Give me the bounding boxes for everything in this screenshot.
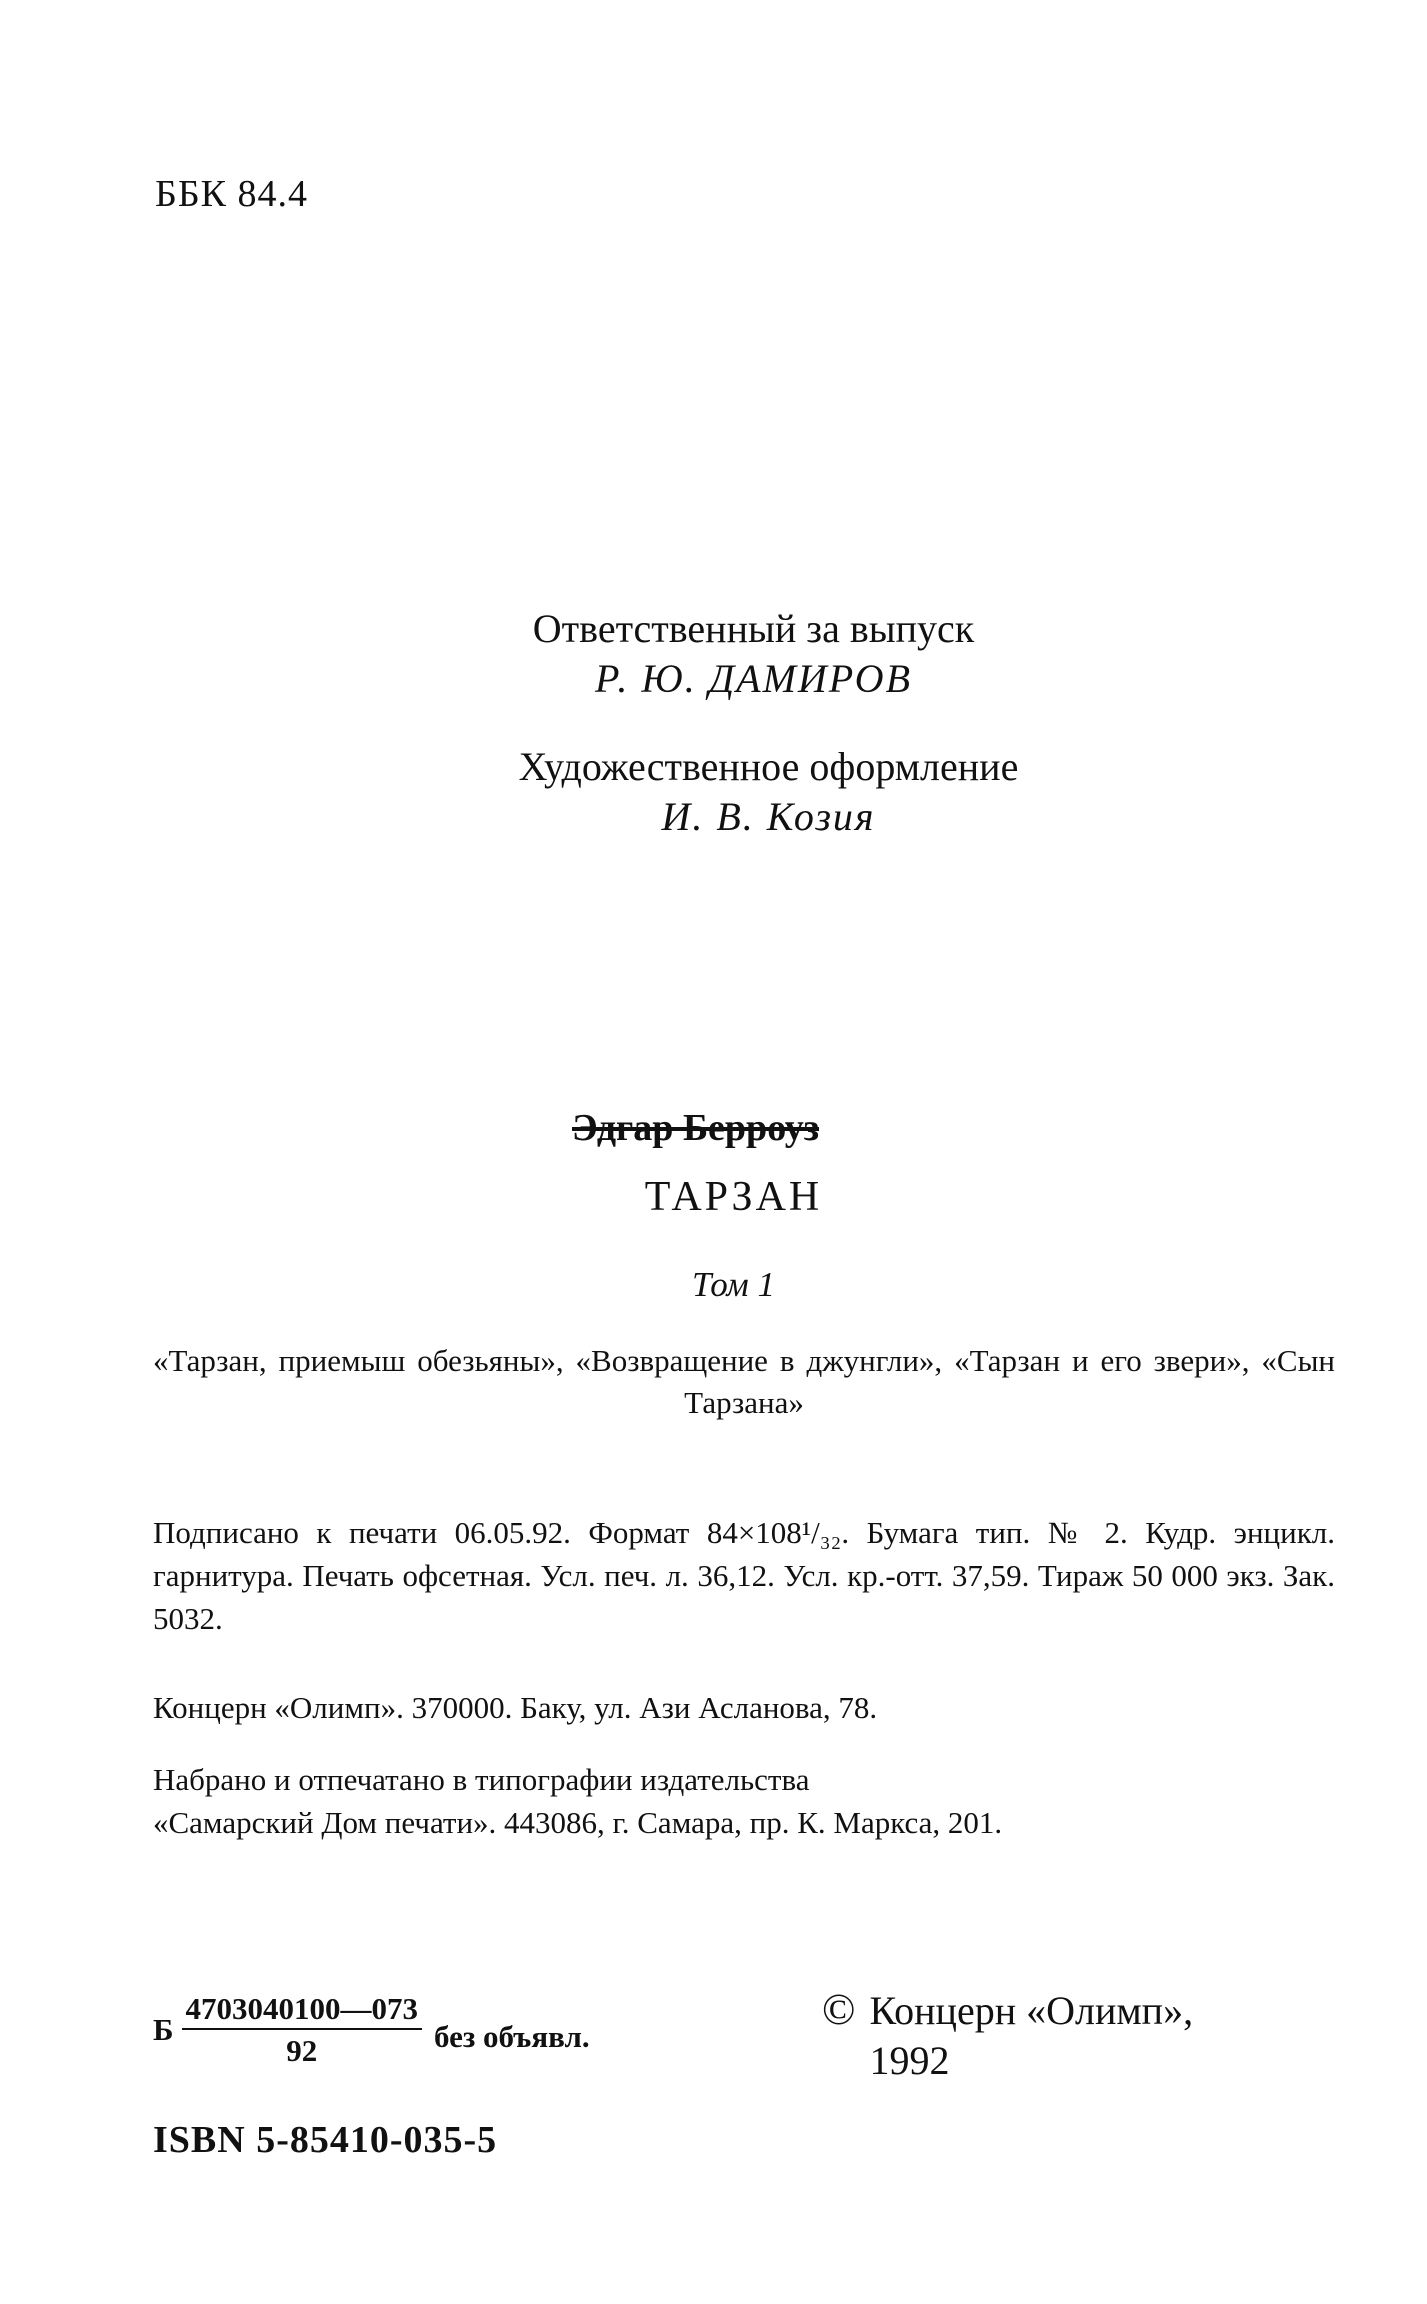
design-label: Художественное оформление	[518, 744, 1019, 789]
catalog-numerator: 4703040100—073	[182, 1992, 423, 2030]
author-name: Эдгар Берроуз	[572, 1107, 820, 1149]
publisher-address: Концерн «Олимп». 370000. Баку, ул. Ази Асланова, 78.	[153, 1690, 878, 1725]
copyright-text	[869, 1986, 1193, 2086]
printer-info	[153, 1759, 1335, 1845]
printer-line-2: «Самарский Дом печати». 443086, г. Самара, пр. К. Маркса, 201.	[153, 1804, 1003, 1840]
catalog-fraction	[182, 1992, 423, 2068]
copyright-notice	[822, 1986, 1193, 2086]
catalog-prefix: Б	[153, 2012, 174, 2048]
volume-label: Том 1	[692, 1265, 775, 1304]
bbk-code: ББК 84.4	[155, 173, 308, 215]
copyright-year: 1992	[869, 2038, 950, 2083]
copyright-holder: Концерн «Олимп»,	[869, 1988, 1194, 2033]
volume-contents: «Тарзан, приемыш обезьяны», «Возвращение в джунгли», «Тарзан и его звери», «Сын Тарзана»	[153, 1343, 1335, 1420]
catalog-denominator: 92	[286, 2033, 318, 2069]
release-credit	[40, 604, 1427, 704]
book-title: ТАРЗАН	[644, 1174, 823, 1220]
design-credit	[55, 742, 1427, 842]
release-label: Ответственный за выпуск	[532, 606, 975, 651]
copyright-icon: ©	[822, 1985, 856, 2034]
isbn-number: ISBN 5-85410-035-5	[153, 2119, 498, 2161]
release-person: Р. Ю. ДАМИРОВ	[594, 656, 913, 701]
print-details: Подписано к печати 06.05.92. Формат 84×108¹/₃₂. Бумага тип. № 2. Кудр. энцикл. гарнитура. Печать офсетная. Усл. печ. л. 36,12. Усл. кр.-отт. 37,59. Тираж 50 000 экз. Зак. 5032.	[153, 1515, 1335, 1636]
printer-line-1: Набрано и отпечатано в типографии издательства	[153, 1762, 810, 1797]
catalog-suffix: без объявл.	[434, 2019, 590, 2055]
design-person: И. В. Козия	[661, 794, 876, 839]
catalog-index	[153, 1992, 590, 2068]
